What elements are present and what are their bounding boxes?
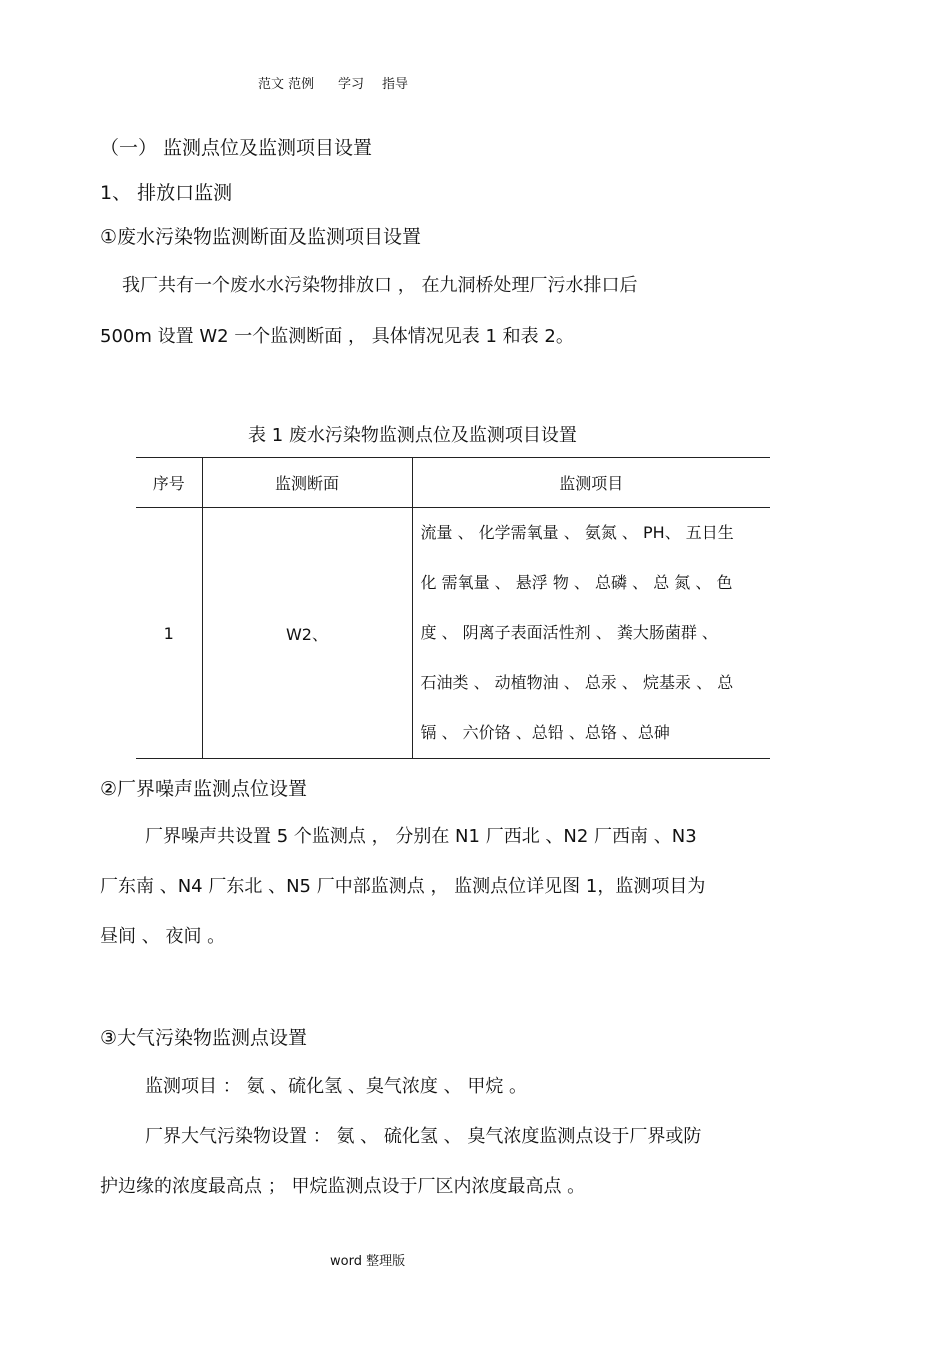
header-right: 指导 — [382, 77, 409, 92]
subsection-title: 1、 排放口监测 — [100, 182, 233, 204]
items-line: 镉 、 六价铬 、总铅 、总铬 、总砷 — [420, 723, 670, 742]
section-title: （一） 监测点位及监测项目设置 — [100, 137, 373, 159]
header-middle: 学习 — [338, 77, 365, 92]
cell-items — [412, 508, 770, 759]
item-1-title: ①废水污染物监测断面及监测项目设置 — [100, 226, 422, 248]
item-2-title: ②厂界噪声监测点位设置 — [100, 778, 308, 800]
paragraph-1-line-2: 500m 设置 W2 一个监测断面 ， 具体情况见表 1 和表 2。 — [100, 326, 574, 347]
paragraph-4-line-2: 护边缘的浓度最高点 ； 甲烷监测点设于厂区内浓度最高点 。 — [100, 1176, 586, 1197]
items-line: 度 、 阴离子表面活性剂 、 粪大肠菌群 、 — [420, 623, 718, 642]
column-header-section: 监测断面 — [202, 458, 412, 508]
paragraph-2-line-3: 昼间 、 夜间 。 — [100, 926, 226, 947]
cell-index: 1 — [136, 508, 202, 759]
paragraph-2-line-1: 厂界噪声共设置 5 个监测点 ， 分别在 N1 厂西北 、N2 厂西南 、N3 — [145, 826, 697, 847]
column-header-index: 序号 — [136, 458, 202, 508]
paragraph-4-line-1: 厂界大气污染物设置 ： 氨 、 硫化氢 、 臭气浓度监测点设于厂界或防 — [145, 1126, 702, 1147]
header-left: 范文 范例 — [258, 77, 315, 92]
paragraph-2-line-2: 厂东南 、N4 厂东北 、N5 厂中部监测点 ， 监测点位详见图 1，监测项目为 — [100, 876, 706, 897]
monitoring-table — [136, 457, 770, 756]
column-header-items: 监测项目 — [412, 458, 770, 508]
page-footer: word 整理版 — [330, 1254, 406, 1269]
item-3-title: ③大气污染物监测点设置 — [100, 1027, 308, 1049]
table-row — [136, 508, 770, 759]
items-line: 化 需氧量 、 悬浮 物 、 总磷 、 总 氮 、 色 — [420, 573, 733, 592]
table-header-row — [136, 458, 770, 508]
paragraph-3-line-1: 监测项目 ： 氨 、硫化氢 、臭气浓度 、 甲烷 。 — [145, 1076, 528, 1097]
items-line: 石油类 、 动植物油 、 总汞 、 烷基汞 、 总 — [420, 673, 734, 692]
cell-section: W2、 — [202, 508, 412, 759]
table-caption: 表 1 废水污染物监测点位及监测项目设置 — [248, 425, 577, 446]
items-line: 流量 、 化学需氧量 、 氨氮 、 PH、 五日生 — [420, 523, 734, 542]
paragraph-1-line-1: 我厂共有一个废水水污染物排放口 ， 在九洞桥处理厂污水排口后 — [122, 275, 638, 296]
